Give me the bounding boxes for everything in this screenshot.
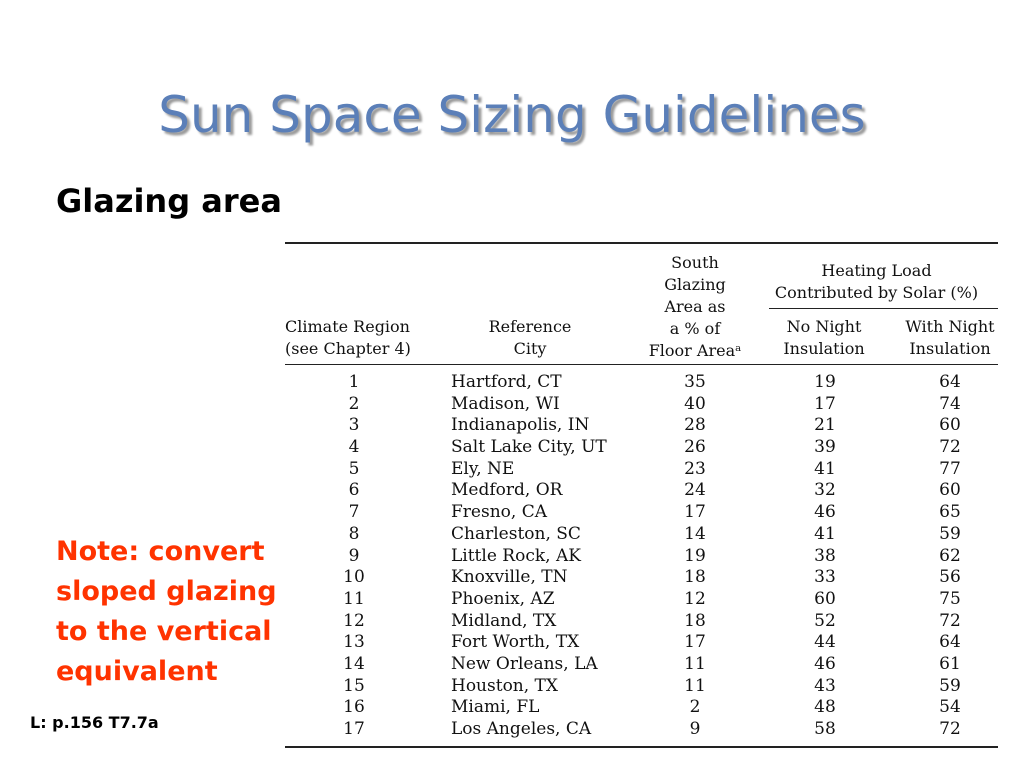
cell-climate-region: 10 <box>343 567 365 588</box>
with-night-insulation-header <box>895 316 1005 360</box>
glazing-area-header-line5: Floor Areaᵃ <box>648 341 742 360</box>
cell-reference-city: Medford, OR <box>451 480 563 501</box>
cell-with-night: 61 <box>939 653 961 674</box>
cell-no-night: 43 <box>814 675 836 696</box>
slide-subtitle: Glazing area <box>56 182 282 220</box>
cell-reference-city: Hartford, CT <box>451 372 562 392</box>
cell-climate-region: 6 <box>348 480 360 501</box>
table-row <box>285 611 998 633</box>
glazing-area-header-line2: Glazing <box>664 275 726 294</box>
cell-with-night: 60 <box>939 480 961 501</box>
cell-no-night: 39 <box>814 437 836 458</box>
reference-city-header <box>465 316 595 360</box>
cell-with-night: 75 <box>939 588 961 609</box>
cell-glazing-area: 11 <box>684 653 706 674</box>
cell-no-night: 48 <box>814 697 836 718</box>
table-row <box>285 676 998 698</box>
cell-with-night: 72 <box>939 610 961 631</box>
cell-no-night: 58 <box>814 719 836 739</box>
cell-climate-region: 9 <box>348 545 360 566</box>
header-bottom-rule <box>285 364 998 365</box>
cell-with-night: 77 <box>939 458 961 479</box>
cell-climate-region: 16 <box>343 697 365 718</box>
cell-reference-city: Miami, FL <box>451 697 540 718</box>
slide-title: Sun Space Sizing Guidelines <box>158 86 866 144</box>
cell-no-night: 44 <box>814 632 836 653</box>
climate-region-header-line2: (see Chapter 4) <box>285 339 411 358</box>
cell-no-night: 46 <box>814 653 836 674</box>
cell-reference-city: Midland, TX <box>451 610 557 631</box>
table-row <box>285 632 998 654</box>
cell-no-night: 38 <box>814 545 836 566</box>
table-top-rule <box>285 242 998 244</box>
cell-reference-city: Fresno, CA <box>451 502 547 523</box>
cell-no-night: 41 <box>814 523 836 544</box>
glazing-area-header-line3: Area as <box>664 297 726 316</box>
heating-load-header <box>755 260 998 304</box>
cell-glazing-area: 24 <box>684 480 706 501</box>
table-row <box>285 697 998 719</box>
cell-no-night: 21 <box>814 415 836 436</box>
cell-glazing-area: 17 <box>684 632 706 653</box>
table-row <box>285 589 998 611</box>
cell-with-night: 64 <box>939 372 961 392</box>
cell-glazing-area: 23 <box>684 458 706 479</box>
cell-climate-region: 3 <box>348 415 360 436</box>
climate-region-header <box>285 316 435 360</box>
climate-region-header-line1: Climate Region <box>285 317 410 336</box>
glazing-area-header-line1: South <box>671 253 719 272</box>
no-night-header-line1: No Night <box>786 317 862 336</box>
cell-with-night: 60 <box>939 415 961 436</box>
cell-climate-region: 17 <box>343 719 365 739</box>
cell-climate-region: 11 <box>343 588 365 609</box>
cell-reference-city: Knoxville, TN <box>451 567 568 588</box>
cell-with-night: 64 <box>939 632 961 653</box>
table-row <box>285 415 998 437</box>
cell-with-night: 72 <box>939 719 961 739</box>
cell-no-night: 60 <box>814 588 836 609</box>
cell-reference-city: Houston, TX <box>451 675 558 696</box>
glazing-area-header <box>635 252 755 362</box>
cell-glazing-area: 18 <box>684 610 706 631</box>
cell-glazing-area: 12 <box>684 588 706 609</box>
cell-no-night: 32 <box>814 480 836 501</box>
cell-with-night: 59 <box>939 675 961 696</box>
table-body <box>285 372 998 741</box>
cell-reference-city: Phoenix, AZ <box>451 588 555 609</box>
table-bottom-rule <box>285 746 998 748</box>
table-row <box>285 719 998 741</box>
cell-no-night: 33 <box>814 567 836 588</box>
table-row <box>285 524 998 546</box>
table-row <box>285 459 998 481</box>
cell-with-night: 56 <box>939 567 961 588</box>
cell-with-night: 62 <box>939 545 961 566</box>
cell-climate-region: 1 <box>348 372 360 392</box>
glazing-table <box>285 240 998 750</box>
with-night-header-line1: With Night <box>905 317 995 336</box>
cell-reference-city: Little Rock, AK <box>451 545 581 566</box>
no-night-header-line2: Insulation <box>783 339 865 358</box>
cell-climate-region: 13 <box>343 632 365 653</box>
cell-with-night: 74 <box>939 393 961 414</box>
cell-glazing-area: 35 <box>684 372 706 392</box>
cell-glazing-area: 26 <box>684 437 706 458</box>
cell-climate-region: 5 <box>348 458 360 479</box>
cell-no-night: 52 <box>814 610 836 631</box>
table-row <box>285 480 998 502</box>
cell-climate-region: 8 <box>348 523 360 544</box>
cell-glazing-area: 19 <box>684 545 706 566</box>
cell-climate-region: 15 <box>343 675 365 696</box>
heating-load-header-line1: Heating Load <box>821 261 932 280</box>
heating-load-rule <box>769 308 998 309</box>
table-row <box>285 394 998 416</box>
cell-glazing-area: 2 <box>689 697 701 718</box>
reference-city-header-line2: City <box>513 339 547 358</box>
with-night-header-line2: Insulation <box>909 339 991 358</box>
cell-glazing-area: 40 <box>684 393 706 414</box>
cell-no-night: 17 <box>814 393 836 414</box>
cell-no-night: 41 <box>814 458 836 479</box>
cell-reference-city: New Orleans, LA <box>451 653 598 674</box>
cell-with-night: 59 <box>939 523 961 544</box>
table-row <box>285 654 998 676</box>
cell-climate-region: 7 <box>348 502 360 523</box>
cell-climate-region: 14 <box>343 653 365 674</box>
cell-reference-city: Madison, WI <box>451 393 560 414</box>
table-row <box>285 372 998 394</box>
cell-climate-region: 12 <box>343 610 365 631</box>
glazing-area-header-line4: a % of <box>669 319 721 338</box>
cell-reference-city: Charleston, SC <box>451 523 581 544</box>
no-night-insulation-header <box>769 316 879 360</box>
table-row <box>285 567 998 589</box>
cell-glazing-area: 17 <box>684 502 706 523</box>
cell-with-night: 72 <box>939 437 961 458</box>
cell-glazing-area: 14 <box>684 523 706 544</box>
cell-reference-city: Los Angeles, CA <box>451 719 592 739</box>
reference-city-header-line1: Reference <box>488 317 572 336</box>
reference-text: L: p.156 T7.7a <box>30 713 159 732</box>
cell-reference-city: Ely, NE <box>451 458 515 479</box>
cell-with-night: 65 <box>939 502 961 523</box>
table-row <box>285 502 998 524</box>
cell-glazing-area: 28 <box>684 415 706 436</box>
cell-reference-city: Salt Lake City, UT <box>451 437 607 458</box>
note-text: Note: convert sloped glazing to the vertical equivalent <box>56 536 277 687</box>
cell-reference-city: Indianapolis, IN <box>451 415 590 436</box>
cell-climate-region: 2 <box>348 393 360 414</box>
cell-climate-region: 4 <box>348 437 360 458</box>
heating-load-header-line2: Contributed by Solar (%) <box>774 283 979 302</box>
cell-with-night: 54 <box>939 697 961 718</box>
cell-glazing-area: 11 <box>684 675 706 696</box>
table-row <box>285 546 998 568</box>
cell-reference-city: Fort Worth, TX <box>451 632 580 653</box>
cell-glazing-area: 18 <box>684 567 706 588</box>
table-row <box>285 437 998 459</box>
cell-no-night: 46 <box>814 502 836 523</box>
cell-glazing-area: 9 <box>689 719 701 739</box>
cell-no-night: 19 <box>814 372 836 392</box>
